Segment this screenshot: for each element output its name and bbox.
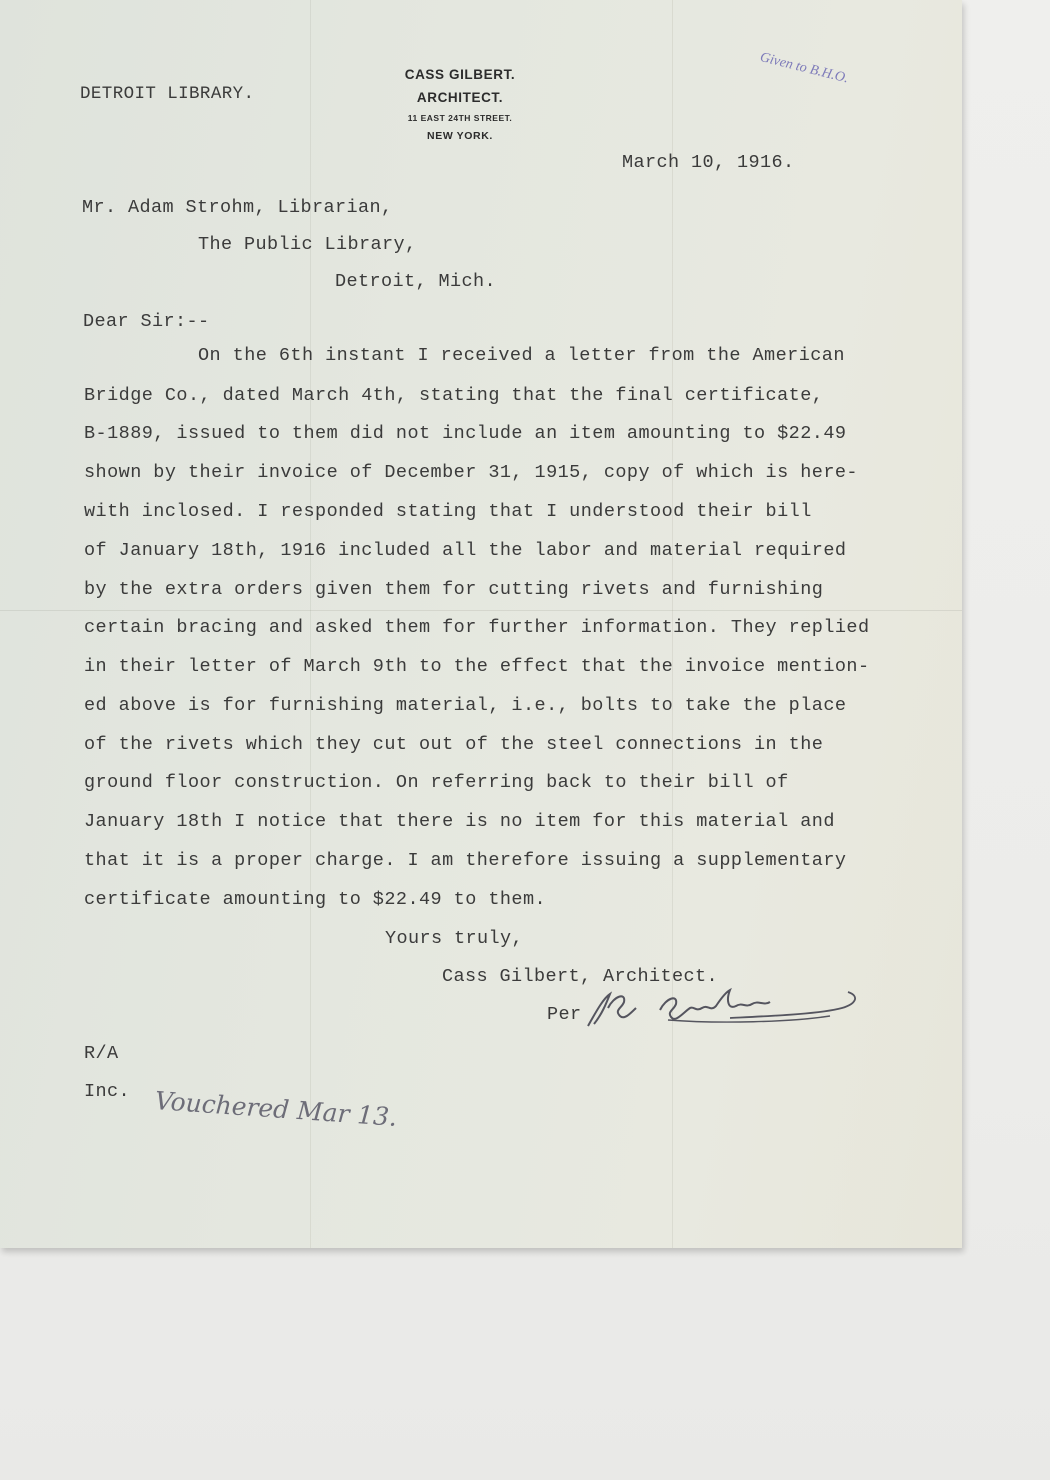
letterhead-street: 11 EAST 24TH STREET. [407, 113, 513, 123]
library-label: DETROIT LIBRARY. [80, 84, 255, 104]
salutation: Dear Sir:-- [83, 311, 210, 332]
body-line: B-1889, issued to them did not include an item amounting to $22.49 [84, 423, 847, 444]
letterhead-title: ARCHITECT. [416, 90, 504, 105]
body-line: Bridge Co., dated March 4th, stating that the final certificate, [84, 385, 824, 406]
received-stamp: Given to B.H.O. [758, 50, 850, 87]
letterhead-city: NEW YORK. [427, 130, 493, 142]
per-label: Per [547, 1004, 582, 1025]
body-line: January 18th I notice that there is no item for this material and [84, 811, 835, 832]
fold-crease-horizontal [0, 610, 962, 611]
body-line: of the rivets which they cut out of the steel connections in the [84, 734, 824, 755]
addressee-line-3: Detroit, Mich. [335, 271, 497, 292]
addressee-line-1: Mr. Adam Strohm, Librarian, [82, 197, 393, 218]
body-line: ed above is for furnishing material, i.e., bolts to take the place [84, 695, 847, 716]
letterhead-name: CASS GILBERT. [404, 67, 516, 82]
body-line: with inclosed. I responded stating that I understood their bill [84, 501, 812, 522]
addressee-line-2: The Public Library, [198, 234, 417, 255]
body-line: in their letter of March 9th to the effect that the invoice mention- [84, 656, 870, 677]
body-line: certain bracing and asked them for further information. They replied [84, 617, 870, 638]
body-line: ground floor construction. On referring back to their bill of [84, 772, 789, 793]
letter-date: March 10, 1916. [622, 152, 795, 173]
body-line: that it is a proper charge. I am therefore issuing a supplementary [84, 850, 847, 871]
complimentary-close: Yours truly, [385, 928, 524, 949]
body-line: On the 6th instant I received a letter from the American [198, 345, 845, 366]
body-line: of January 18th, 1916 included all the labor and material required [84, 540, 847, 561]
firm-name: Cass Gilbert, Architect. [442, 966, 719, 987]
body-line: by the extra orders given them for cutting rivets and furnishing [84, 579, 824, 600]
body-line: certificate amounting to $22.49 to them. [84, 889, 547, 910]
handwritten-signature [580, 978, 870, 1038]
body-line: shown by their invoice of December 31, 1915, copy of which is here- [84, 462, 858, 483]
reference-initials: R/A [84, 1043, 119, 1064]
enclosure-note: Inc. [84, 1081, 131, 1102]
handwritten-voucher-note: Vouchered Mar 13. [153, 1086, 399, 1132]
